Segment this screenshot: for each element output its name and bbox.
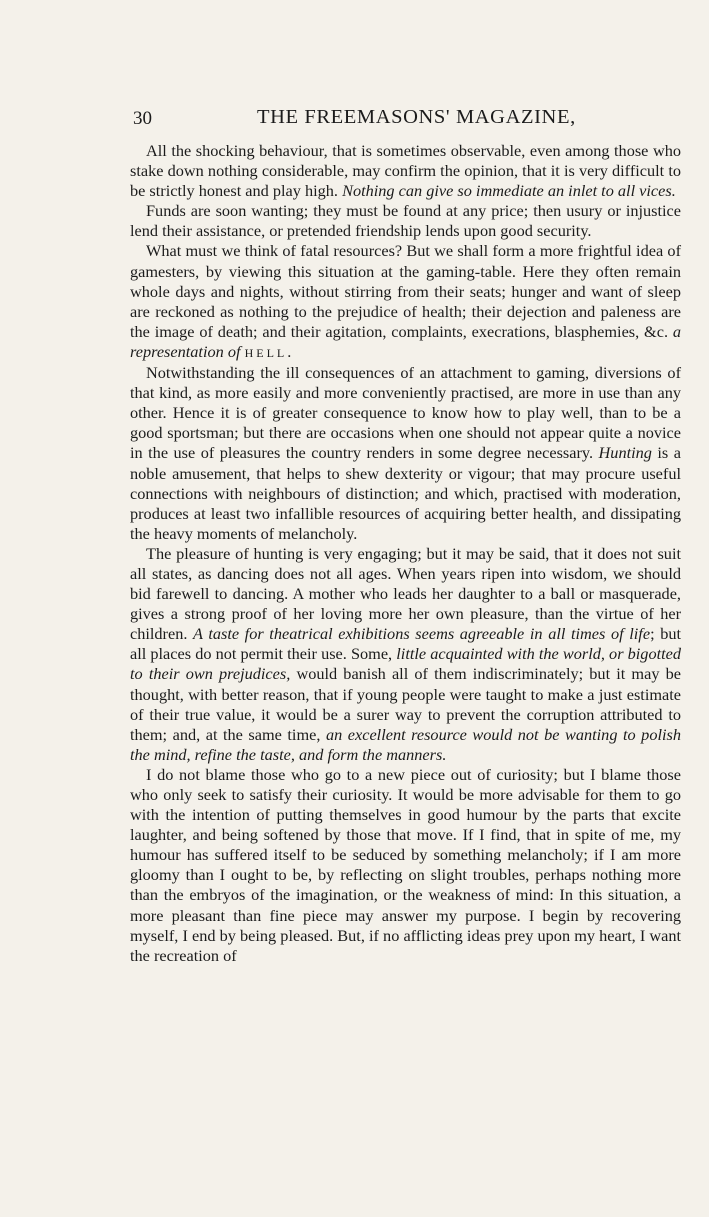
page-number: 30 <box>133 108 152 129</box>
italic-text: A taste for theatrical exhibitions seems agreeable in all times of life <box>193 624 651 644</box>
paragraph <box>130 241 681 363</box>
text-segment: would banish all of them indiscriminately; but it may be thought, with better reason, that if young people were taught to make a just estimate of their true value, it would be a surer way to prevent the corruption attributed to them; and, at the same time, <box>130 664 681 744</box>
page-header <box>133 104 681 134</box>
text-segment: ; but all places do not permit their use. Some, <box>130 624 682 664</box>
paragraph <box>130 141 681 201</box>
italic-text: little acquainted with the world, or bigotted to their own prejudices, <box>130 644 682 684</box>
italic-text: Hunting <box>598 443 652 463</box>
italic-text: a representation of <box>130 321 681 361</box>
paragraph <box>130 363 681 544</box>
text-segment: I do not blame those who go to a new piece out of curiosity; but I blame those who only seek to satisfy their curiosity. It would be more advisable for them to go with the intention of putting themselves in good humour by the parts that excite laughter, and being softened by those that move. If I find, that in spite of me, my humour has suffered itself to be seduced by something melancholy; if I am more gloomy than I ought to be, by reflecting on slight troubles, perhaps nothing more than the embryos of the imagination, or the weakness of mind: In this situation, a more pleasant than fine piece may answer my purpose. I begin by recovering myself, I end by being pleased. But, if no afflicting ideas prey upon my heart, I want the recreation of <box>130 764 681 965</box>
text-segment: is a noble amusement, that helps to shew dexterity or vigour; that may procure useful connections with neighbours of distinction; and which, practised with moderation, produces at least two infallible resources of acquiring better health, and dissipating the heavy moments of melancholy. <box>130 443 681 543</box>
text-segment: . <box>287 341 292 361</box>
text-segment: All the shocking behaviour, that is sometimes observable, even among those who stake down nothing considerable, may confirm the opinion, that it is very difficult to be strictly honest and play high. <box>130 141 681 201</box>
text-segment: Notwithstanding the ill consequences of an attachment to gaming, diversions of that kind, as more easily and more conveniently practised, are more in use than any other. Hence it is of greater consequence to know how to play well, than to be a good sportsman; but there are occasions when one should not appear quite a novice in the use of pleasures the country renders in some degree necessary. <box>130 363 681 463</box>
paragraph <box>130 765 681 966</box>
text-segment: What must we think of fatal resources? But we shall form a more frightful idea of gamesters, by viewing this situation at the gaming-table. Here they often remain whole days and nights, without stirring from their seats; hunger and want of sleep are reckoned as nothing to the prejudice of health; their dejection and paleness are the image of death; and their agitation, complaints, execrations, blasphemies, &c. <box>130 241 681 341</box>
smallcaps-text: HELL <box>244 345 288 360</box>
paragraph <box>130 201 681 241</box>
paragraph <box>130 544 681 765</box>
italic-text: an excellent resource would not be wanting to polish the mind, refine the taste, and form the manners. <box>130 724 681 764</box>
italic-text: Nothing can give so immediate an inlet to all vices. <box>342 181 676 201</box>
text-segment: Funds are soon wanting; they must be found at any price; then usury or injustice lend their assistance, or pretended friendship lends upon good security. <box>130 201 681 241</box>
running-head: THE FREEMASONS' MAGAZINE, <box>257 106 576 128</box>
article-body <box>130 141 681 966</box>
text-segment: The pleasure of hunting is very engaging; but it may be said, that it does not suit all states, as dancing does not all ages. When years ripen into wisdom, we should bid farewell to dancing. A mother who leads her daughter to a ball or masquerade, gives a strong proof of her loving more her own pleasure, than the virtue of her children. <box>130 543 681 644</box>
